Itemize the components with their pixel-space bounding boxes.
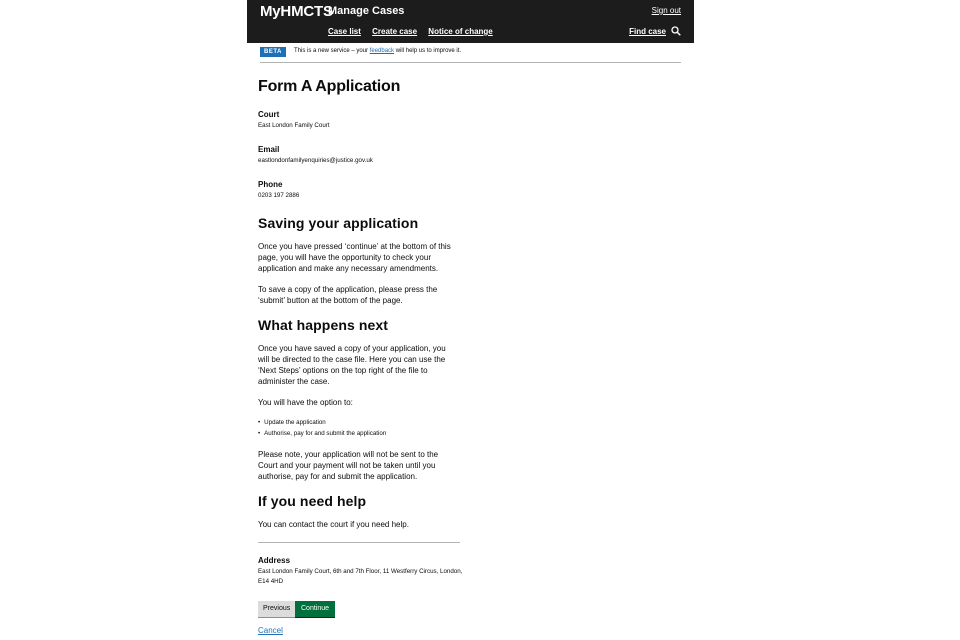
next-heading: What happens next <box>258 317 389 333</box>
beta-tag: BETA <box>260 47 286 57</box>
next-paragraph-3: Please note, your application will not be sent to the Court and your payment will not be taken until you authorise, pay for and submit the application. <box>258 450 439 481</box>
court-value: East London Family Court <box>258 122 330 129</box>
service-name: Manage Cases <box>328 5 405 17</box>
nav-notice-of-change[interactable]: Notice of change <box>428 27 493 36</box>
primary-nav <box>328 27 502 36</box>
address-value: East London Family Court, 6th and 7th Floor, 11 Westferry Circus, London, E14 4HD <box>258 568 463 585</box>
phone-label: Phone <box>258 180 283 189</box>
feedback-link[interactable]: feedback <box>369 48 395 54</box>
find-case-label: Find case <box>629 26 666 36</box>
site-header <box>247 0 694 43</box>
brand-logo[interactable]: MyHMCTS <box>260 3 333 20</box>
saving-paragraph-2: To save a copy of the application, please press the ‘submit’ button at the bottom of the page. <box>258 285 438 305</box>
email-value: eastlondonfamilyenquiries@justice.gov.uk <box>258 157 373 164</box>
email-label: Email <box>258 145 280 154</box>
phase-banner <box>260 45 681 63</box>
help-heading: If you need help <box>258 493 367 509</box>
sign-out-link[interactable]: Sign out <box>651 6 681 15</box>
find-case-link[interactable] <box>629 26 681 36</box>
beta-text-before: This is a new service – your <box>294 48 370 54</box>
continue-button[interactable]: Continue <box>295 601 335 618</box>
court-label: Court <box>258 110 280 119</box>
cancel-link[interactable]: Cancel <box>258 626 283 635</box>
nav-case-list[interactable]: Case list <box>328 27 361 36</box>
nav-create-case[interactable]: Create case <box>372 27 418 36</box>
address-label: Address <box>258 556 291 565</box>
help-paragraph: You can contact the court if you need help. <box>258 520 409 529</box>
saving-heading: Saving your application <box>258 215 419 231</box>
option-item: • Authorise, pay for and submit the application <box>258 430 386 437</box>
beta-message <box>294 48 461 54</box>
option-item: • Update the application <box>258 419 326 426</box>
page-title: Form A Application <box>258 78 401 95</box>
section-divider <box>258 542 460 543</box>
next-paragraph-1: Once you have saved a copy of your application, you will be directed to the case file. Here you can use the ‘Next Steps’ options on the top right of the file to administer the case. <box>258 344 446 386</box>
saving-paragraph-1: Once you have pressed ‘continue’ at the bottom of this page, you will have the opportunity to check your application and make any necessary amendments. <box>258 242 451 273</box>
beta-text-after: will help us to improve it. <box>394 48 462 54</box>
search-icon <box>671 26 681 36</box>
next-paragraph-2: You will have the option to: <box>258 398 353 407</box>
phone-value: 0203 197 2886 <box>258 192 300 199</box>
previous-button[interactable]: Previous <box>258 601 295 618</box>
